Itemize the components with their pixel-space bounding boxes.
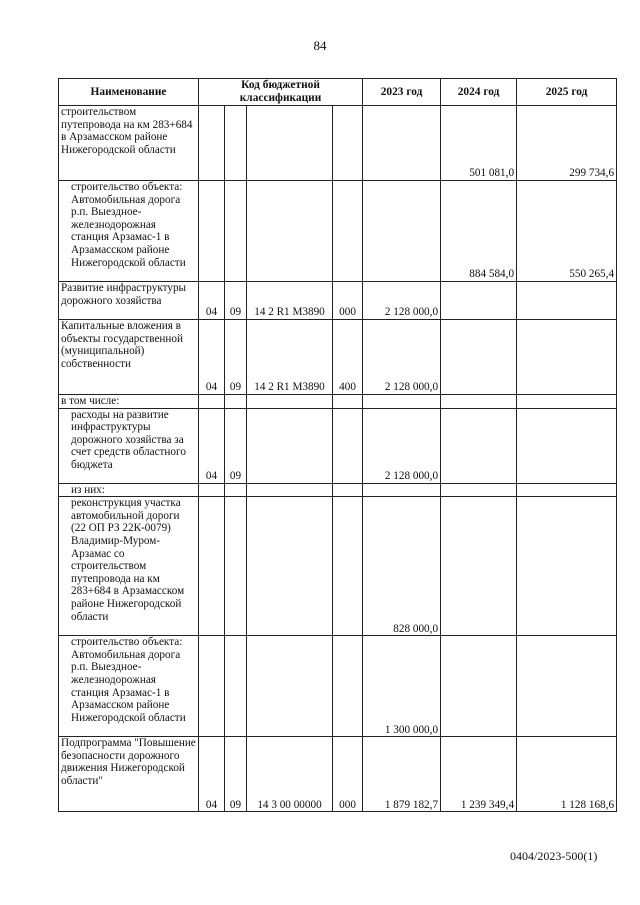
code-target-article bbox=[247, 106, 333, 181]
document-code: 0404/2023-500(1) bbox=[510, 849, 598, 863]
code-expense-type bbox=[333, 181, 363, 282]
row-name: Подпрограмма "Повышение безопасности дорожного движения Нижегородской области" bbox=[59, 737, 199, 812]
table-row bbox=[59, 636, 617, 737]
code-section bbox=[199, 483, 225, 497]
value-2024 bbox=[441, 395, 517, 409]
value-2023: 828 000,0 bbox=[363, 497, 441, 636]
value-2025: 550 265,4 bbox=[517, 181, 617, 282]
header-code: Код бюджетной классификации bbox=[199, 79, 363, 106]
row-name: реконструкция участка автомобильной дороги (22 ОП РЗ 22К-0079) Владимир-Муром-Арзамас со строительством путепровода на км 283+684 в Арзамасском районе Нижегородской области bbox=[59, 497, 199, 636]
header-2025: 2025 год bbox=[517, 79, 617, 106]
value-2024 bbox=[441, 483, 517, 497]
code-target-article bbox=[247, 483, 333, 497]
value-2023: 1 879 182,7 bbox=[363, 737, 441, 812]
value-2023: 2 128 000,0 bbox=[363, 282, 441, 320]
table-row bbox=[59, 408, 617, 483]
value-2025 bbox=[517, 497, 617, 636]
table-row bbox=[59, 737, 617, 812]
value-2024 bbox=[441, 497, 517, 636]
code-section bbox=[199, 636, 225, 737]
code-target-article bbox=[247, 408, 333, 483]
code-section bbox=[199, 106, 225, 181]
row-name: Капитальные вложения в объекты государственной (муниципальной) собственности bbox=[59, 320, 199, 395]
row-name: Развитие инфраструктуры дорожного хозяйства bbox=[59, 282, 199, 320]
header-2023: 2023 год bbox=[363, 79, 441, 106]
code-expense-type bbox=[333, 636, 363, 737]
page-number: 84 bbox=[313, 38, 327, 53]
code-target-article: 14 3 00 00000 bbox=[247, 737, 333, 812]
row-name: строительством путепровода на км 283+684 в Арзамасском районе Нижегородской области bbox=[59, 106, 199, 181]
table-row bbox=[59, 497, 617, 636]
code-expense-type bbox=[333, 497, 363, 636]
code-section bbox=[199, 497, 225, 636]
value-2025 bbox=[517, 483, 617, 497]
value-2025 bbox=[517, 408, 617, 483]
value-2024 bbox=[441, 408, 517, 483]
table-row bbox=[59, 483, 617, 497]
code-section: 04 bbox=[199, 408, 225, 483]
row-name: расходы на развитие инфраструктуры дорожного хозяйства за счет средств областного бюджета bbox=[59, 408, 199, 483]
table-row bbox=[59, 181, 617, 282]
value-2025: 299 734,6 bbox=[517, 106, 617, 181]
code-target-article bbox=[247, 497, 333, 636]
code-target-article bbox=[247, 636, 333, 737]
code-section: 04 bbox=[199, 320, 225, 395]
code-section bbox=[199, 395, 225, 409]
code-subsection: 09 bbox=[225, 282, 247, 320]
code-expense-type: 400 bbox=[333, 320, 363, 395]
value-2023: 2 128 000,0 bbox=[363, 408, 441, 483]
value-2023: 1 300 000,0 bbox=[363, 636, 441, 737]
code-subsection bbox=[225, 497, 247, 636]
value-2025 bbox=[517, 320, 617, 395]
value-2025 bbox=[517, 395, 617, 409]
table-row bbox=[59, 106, 617, 181]
code-subsection: 09 bbox=[225, 320, 247, 395]
value-2024: 884 584,0 bbox=[441, 181, 517, 282]
code-target-article bbox=[247, 181, 333, 282]
code-section bbox=[199, 181, 225, 282]
code-subsection: 09 bbox=[225, 408, 247, 483]
value-2023 bbox=[363, 106, 441, 181]
code-expense-type bbox=[333, 395, 363, 409]
row-name: в том числе: bbox=[59, 395, 199, 409]
value-2023: 2 128 000,0 bbox=[363, 320, 441, 395]
code-expense-type bbox=[333, 408, 363, 483]
code-subsection bbox=[225, 181, 247, 282]
code-section: 04 bbox=[199, 737, 225, 812]
value-2024 bbox=[441, 636, 517, 737]
row-name: строительство объекта: Автомобильная дорога р.п. Выездное-железнодорожная станция Арзамас-1 в Арзамасском районе Нижегородской области bbox=[59, 636, 199, 737]
header-2024: 2024 год bbox=[441, 79, 517, 106]
row-name: из них: bbox=[59, 483, 199, 497]
code-expense-type bbox=[333, 106, 363, 181]
table-row bbox=[59, 320, 617, 395]
code-expense-type bbox=[333, 483, 363, 497]
value-2024 bbox=[441, 320, 517, 395]
table-row bbox=[59, 282, 617, 320]
code-target-article: 14 2 R1 М3890 bbox=[247, 282, 333, 320]
value-2023 bbox=[363, 181, 441, 282]
table-header-row bbox=[59, 79, 617, 106]
row-name: строительство объекта: Автомобильная дорога р.п. Выездное-железнодорожная станция Арзамас-1 в Арзамасском районе Нижегородской области bbox=[59, 181, 199, 282]
value-2024: 501 081,0 bbox=[441, 106, 517, 181]
code-target-article bbox=[247, 395, 333, 409]
code-expense-type: 000 bbox=[333, 282, 363, 320]
value-2023 bbox=[363, 395, 441, 409]
budget-table bbox=[58, 78, 617, 812]
code-section: 04 bbox=[199, 282, 225, 320]
code-subsection bbox=[225, 636, 247, 737]
header-name: Наименование bbox=[59, 79, 199, 106]
value-2025 bbox=[517, 282, 617, 320]
value-2024: 1 239 349,4 bbox=[441, 737, 517, 812]
code-target-article: 14 2 R1 М3890 bbox=[247, 320, 333, 395]
code-subsection: 09 bbox=[225, 737, 247, 812]
code-subsection bbox=[225, 483, 247, 497]
value-2024 bbox=[441, 282, 517, 320]
value-2023 bbox=[363, 483, 441, 497]
table-row bbox=[59, 395, 617, 409]
code-subsection bbox=[225, 395, 247, 409]
value-2025 bbox=[517, 636, 617, 737]
code-subsection bbox=[225, 106, 247, 181]
code-expense-type: 000 bbox=[333, 737, 363, 812]
value-2025: 1 128 168,6 bbox=[517, 737, 617, 812]
